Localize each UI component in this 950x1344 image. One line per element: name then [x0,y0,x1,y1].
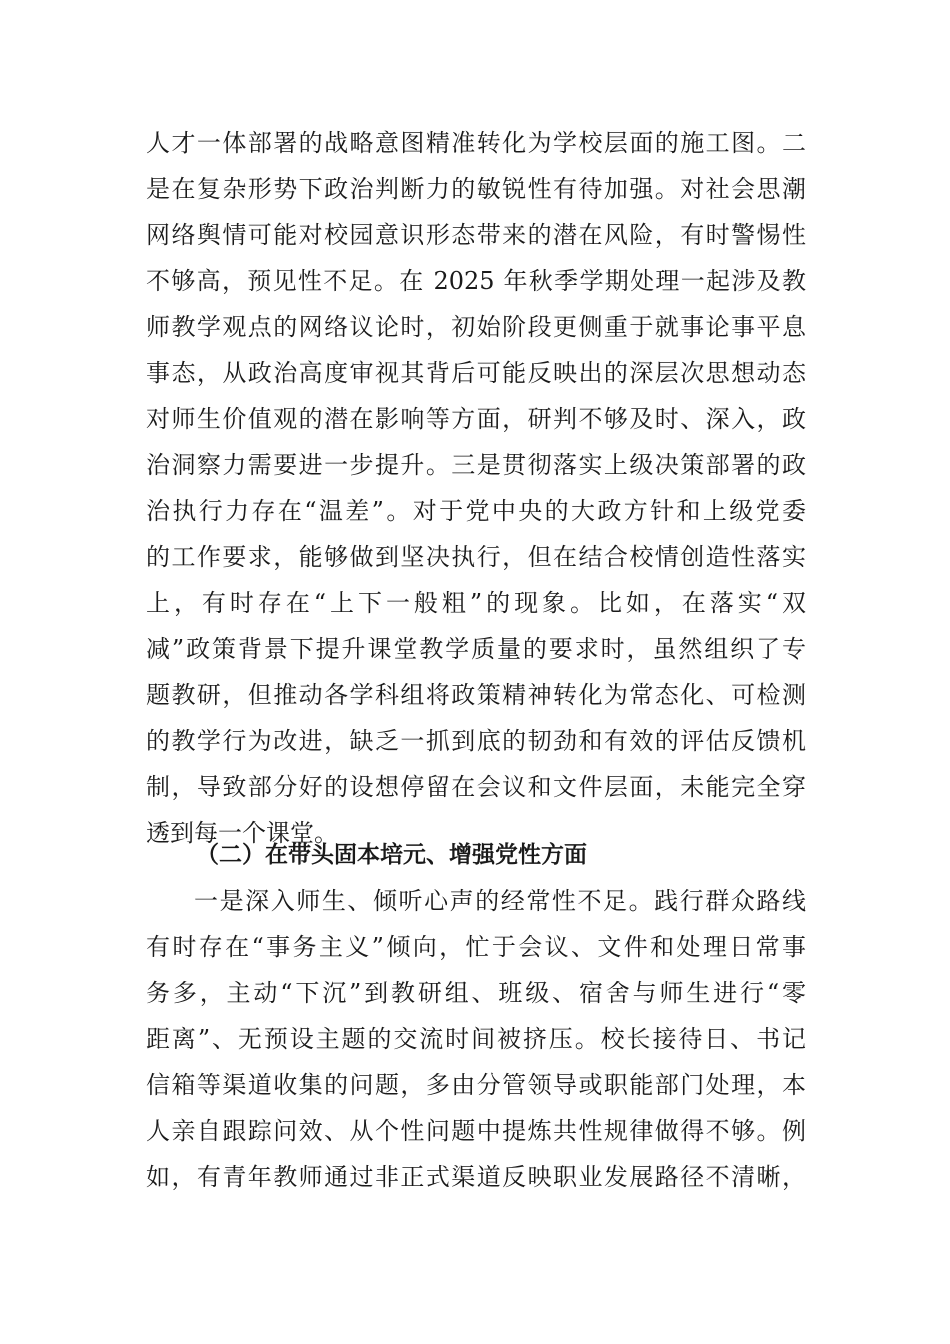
text-line: 人才一体部署的战略意图精准转化为学校层面的施工图。二 [146,129,806,157]
text-line: 人亲自跟踪问效、从个性问题中提炼共性规律做得不够。例 [146,1117,806,1145]
paragraph-1 [146,120,806,856]
text-line: 信箱等渠道收集的问题，多由分管领导或职能部门处理，本 [146,1071,806,1099]
text-line: 距离”、无预设主题的交流时间被挤压。校长接待日、书记 [146,1025,806,1053]
text-line: 有时存在“事务主义”倾向，忙于会议、文件和处理日常事 [146,933,806,961]
text-line: 治执行力存在“温差”。对于党中央的大政方针和上级党委 [146,497,806,525]
text-line: 对师生价值观的潜在影响等方面，研判不够及时、深入，政 [146,405,806,433]
text-line: 上，有时存在“上下一般粗”的现象。比如，在落实“双 [146,589,806,617]
text-line: 的教学行为改进，缺乏一抓到底的韧劲和有效的评估反馈机 [146,727,806,755]
text-line: 如，有青年教师通过非正式渠道反映职业发展路径不清晰， [146,1163,806,1191]
text-line: 事态，从政治高度审视其背后可能反映出的深层次思想动态 [146,359,806,387]
paragraph-2 [146,878,806,1200]
text-line: 是在复杂形势下政治判断力的敏锐性有待加强。对社会思潮 [146,175,806,203]
text-line: 题教研，但推动各学科组将政策精神转化为常态化、可检测 [146,681,806,709]
text-line: 网络舆情可能对校园意识形态带来的潜在风险，有时警惕性 [146,221,806,249]
section-heading: （二）在带头固本培元、增强党性方面 [196,842,587,868]
text-line: 透到每一个课堂。 [146,819,338,847]
text-line: 制，导致部分好的设想停留在会议和文件层面，未能完全穿 [146,773,806,801]
text-line: 治洞察力需要进一步提升。三是贯彻落实上级决策部署的政 [146,451,806,479]
text-line: 一是深入师生、倾听心声的经常性不足。践行群众路线 [194,887,806,915]
text-line: 不够高，预见性不足。在 2025 年秋季学期处理一起涉及教 [146,267,806,295]
text-line: 务多，主动“下沉”到教研组、班级、宿舍与师生进行“零 [146,979,806,1007]
text-line: 的工作要求，能够做到坚决执行，但在结合校情创造性落实 [146,543,806,571]
text-line: 减”政策背景下提升课堂教学质量的要求时，虽然组织了专 [146,635,806,663]
text-line: 师教学观点的网络议论时，初始阶段更侧重于就事论事平息 [146,313,806,341]
